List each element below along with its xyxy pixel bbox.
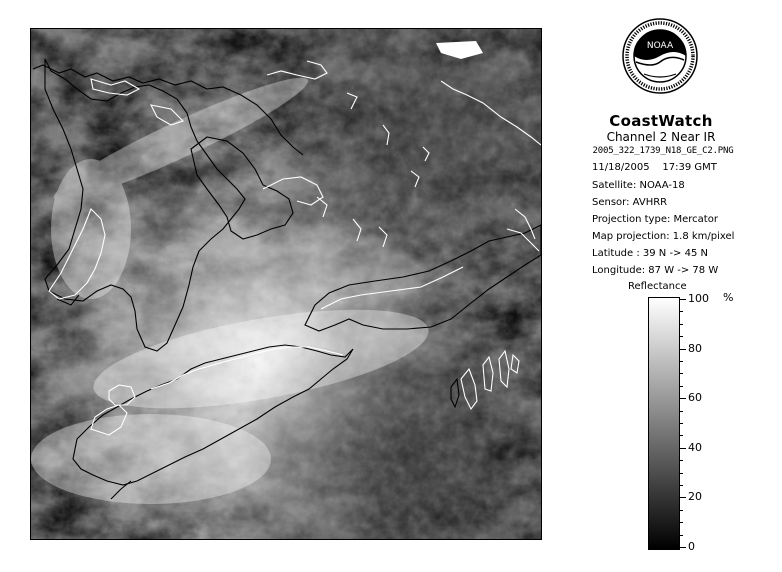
colorbar-tick-mark: [680, 535, 683, 536]
acquisition-datetime: [592, 162, 717, 173]
sensor-label: Sensor: AVHRR: [592, 197, 668, 208]
colorbar-tick-mark: [680, 522, 683, 523]
projection-type-label: Projection type: Mercator: [592, 214, 718, 225]
colorbar-tick-label: 100: [688, 292, 709, 305]
colorbar-tick-mark: [680, 485, 683, 486]
satellite-map: [30, 28, 542, 540]
latitude-label: Latitude : 39 N -> 45 N: [592, 248, 708, 259]
map-projection-label: Map projection: 1.8 km/pixel: [592, 231, 735, 242]
image-filename: 2005_322_1739_N18_GE_C2.PNG: [592, 146, 734, 156]
colorbar-tick-mark: [680, 299, 686, 300]
colorbar-tick-mark: [680, 311, 683, 312]
colorbar-tick-mark: [680, 398, 686, 399]
acquisition-date: 11/18/2005: [592, 162, 650, 173]
colorbar-tick-mark: [680, 510, 683, 511]
product-title: CoastWatch: [609, 112, 713, 130]
longitude-label: Longitude: 87 W -> 78 W: [592, 265, 719, 276]
legend-unit: %: [723, 291, 734, 304]
colorbar-tick-mark: [680, 361, 683, 362]
reflectance-colorbar: [648, 297, 680, 550]
colorbar-tick-mark: [680, 448, 686, 449]
colorbar-tick-mark: [680, 386, 683, 387]
acquisition-time: 17:39 GMT: [662, 162, 717, 173]
satellite-image: [31, 29, 542, 540]
colorbar-tick-mark: [680, 497, 686, 498]
colorbar-tick-label: 0: [688, 540, 695, 553]
colorbar-tick-mark: [680, 547, 686, 548]
legend-title: Reflectance: [628, 281, 687, 292]
colorbar-tick-mark: [680, 435, 683, 436]
colorbar-tick-mark: [680, 473, 683, 474]
colorbar-tick-label: 60: [688, 391, 702, 405]
colorbar-tick-label: 20: [688, 490, 702, 504]
satellite-label: Satellite: NOAA-18: [592, 180, 685, 191]
colorbar-tick-label: 80: [688, 341, 702, 355]
colorbar-tick-mark: [680, 423, 683, 424]
colorbar-tick-mark: [680, 460, 683, 461]
noaa-wordmark: NOAA: [646, 41, 674, 51]
colorbar-tick-mark: [680, 349, 686, 350]
channel-subtitle: Channel 2 Near IR: [606, 130, 716, 144]
colorbar-tick-mark: [680, 324, 683, 325]
colorbar-tick-mark: [680, 336, 683, 337]
colorbar-tick-mark: [680, 373, 683, 374]
colorbar-tick-mark: [680, 411, 683, 412]
noaa-logo: [622, 18, 698, 94]
colorbar-tick-label: 40: [688, 440, 702, 454]
